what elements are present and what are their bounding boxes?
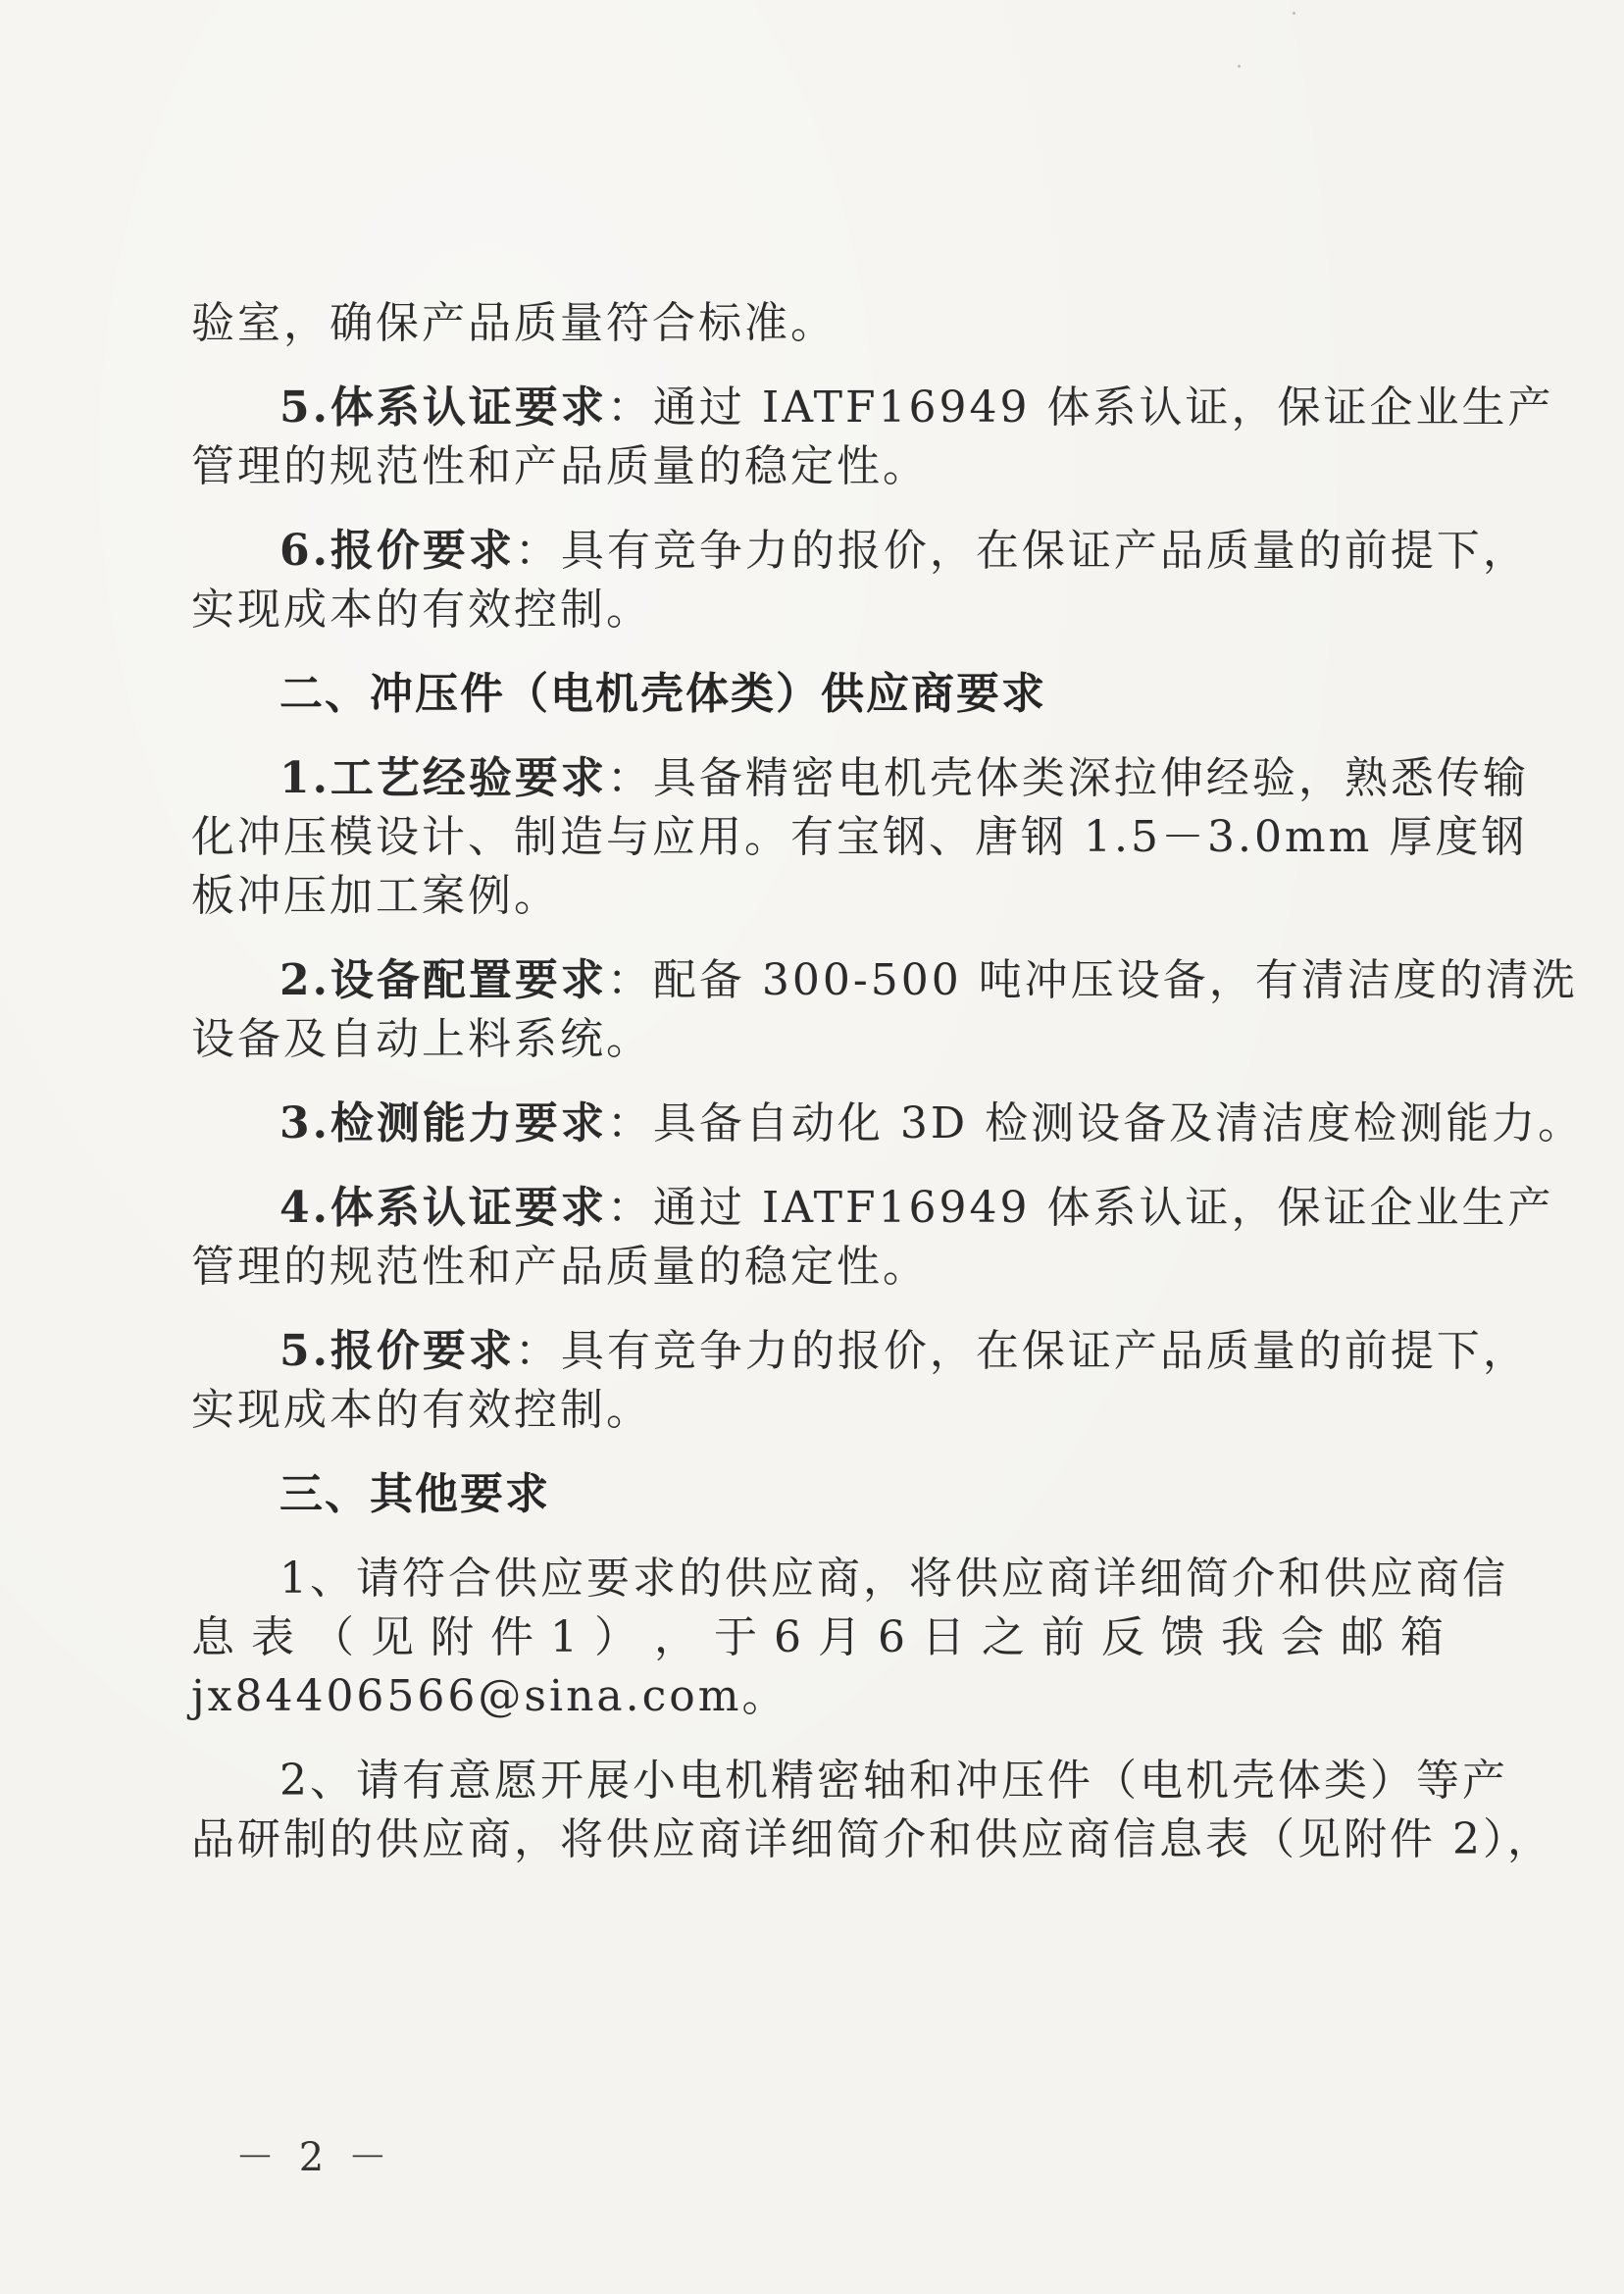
paragraph-system-certification — [191, 379, 1554, 496]
requirement-text: ：具有竞争力的报价，在保证产品质量的前提下， — [514, 526, 1529, 576]
justified-char: （ — [311, 1612, 357, 1662]
text-line — [191, 1179, 1554, 1238]
text-line: 设备及自动上料系统。 — [191, 1014, 652, 1064]
requirement-text: ：具有竞争力的报价，在保证产品质量的前提下， — [514, 1326, 1529, 1376]
text-line: 2、请有意愿开展小电机精密轴和冲压件（电机壳体类）等产 — [279, 1756, 1508, 1806]
text-line — [191, 1322, 1529, 1381]
text-line: 管理的规范性和产品质量的稳定性。 — [191, 1242, 929, 1292]
text-line: 管理的规范性和产品质量的稳定性。 — [191, 441, 929, 491]
justified-char: 箱 — [1400, 1612, 1446, 1662]
justified-char: 馈 — [1161, 1612, 1207, 1662]
requirement-label: 5.报价要求 — [279, 1326, 515, 1376]
justified-char: 见 — [371, 1612, 417, 1662]
justified-char: ， — [654, 1612, 700, 1662]
requirement-text: ：通过 IATF16949 体系认证，保证企业生产 — [606, 382, 1554, 433]
justified-char: 件 — [490, 1612, 536, 1662]
paragraph-system-certification-2 — [191, 1179, 1554, 1297]
text-line — [191, 379, 1554, 437]
justified-char: 我 — [1221, 1612, 1267, 1662]
email-address: jx84406566@sina.com。 — [191, 1671, 788, 1721]
paragraph-process-experience — [191, 749, 1529, 926]
paragraph-other-1 — [191, 1550, 1508, 1726]
justified-char: 会 — [1281, 1612, 1327, 1662]
justified-char: 6 — [774, 1612, 804, 1662]
requirement-text: ：具备精密电机壳体类深拉伸经验，熟悉传输 — [606, 753, 1529, 803]
paragraph-inspection — [191, 1095, 1585, 1153]
text-line — [191, 1095, 1585, 1153]
requirement-text: ：配备 300-500 吨冲压设备，有清洁度的清洗 — [606, 955, 1578, 1005]
requirement-text: ：通过 IATF16949 体系认证，保证企业生产 — [606, 1183, 1554, 1233]
justified-char: 1 — [550, 1612, 581, 1662]
justified-char: 息 — [191, 1612, 237, 1662]
requirement-label: 6.报价要求 — [279, 526, 515, 576]
justified-char: 日 — [922, 1612, 968, 1662]
justified-text-line — [191, 1608, 1446, 1667]
text-line: 板冲压加工案例。 — [191, 871, 560, 921]
requirement-text: ：具备自动化 3D 检测设备及清洁度检测能力。 — [606, 1098, 1585, 1148]
text-line: 品研制的供应商，将供应商详细简介和供应商信息表（见附件 2）， — [191, 1814, 1553, 1864]
justified-char: 之 — [982, 1612, 1028, 1662]
justified-char: 月 — [818, 1612, 864, 1662]
paragraph-quotation-2 — [191, 1322, 1529, 1440]
justified-char: 于 — [714, 1612, 760, 1662]
requirement-label: 5.体系认证要求 — [279, 382, 607, 433]
scan-speck — [1293, 12, 1295, 15]
paragraph-other-2 — [191, 1752, 1553, 1869]
justified-char: 邮 — [1341, 1612, 1387, 1662]
justified-char: 前 — [1041, 1612, 1088, 1662]
text-line: 化冲压模设计、制造与应用。有宝钢、唐钢 1.5－3.0mm 厚度钢 — [191, 812, 1528, 862]
document-body — [191, 294, 1585, 1895]
scan-speck — [1238, 65, 1241, 68]
requirement-label: 4.体系认证要求 — [279, 1183, 607, 1233]
justified-char: 6 — [878, 1612, 908, 1662]
justified-char: ） — [594, 1612, 640, 1662]
text-line: 验室，确保产品质量符合标准。 — [191, 298, 837, 348]
requirement-label: 2.设备配置要求 — [279, 955, 607, 1005]
paragraph-quotation — [191, 522, 1529, 639]
text-line — [191, 522, 1529, 581]
justified-char: 表 — [251, 1612, 297, 1662]
section-heading-stamping: 二、冲压件（电机壳体类）供应商要求 — [279, 669, 1046, 719]
text-line: 实现成本的有效控制。 — [191, 1385, 652, 1435]
paragraph-equipment — [191, 951, 1578, 1069]
text-line — [191, 749, 1529, 808]
justified-char: 附 — [431, 1612, 477, 1662]
text-line — [191, 951, 1578, 1010]
requirement-label: 1.工艺经验要求 — [279, 753, 607, 803]
section-heading-other: 三、其他要求 — [279, 1469, 550, 1519]
justified-char: 反 — [1101, 1612, 1147, 1662]
page-number: － 2 － — [235, 2135, 393, 2180]
text-line: 实现成本的有效控制。 — [191, 585, 652, 635]
requirement-label: 3.检测能力要求 — [279, 1098, 607, 1148]
paragraph-lab-continuation — [191, 294, 1466, 353]
text-line: 1、请符合供应要求的供应商，将供应商详细简介和供应商信 — [279, 1554, 1508, 1604]
